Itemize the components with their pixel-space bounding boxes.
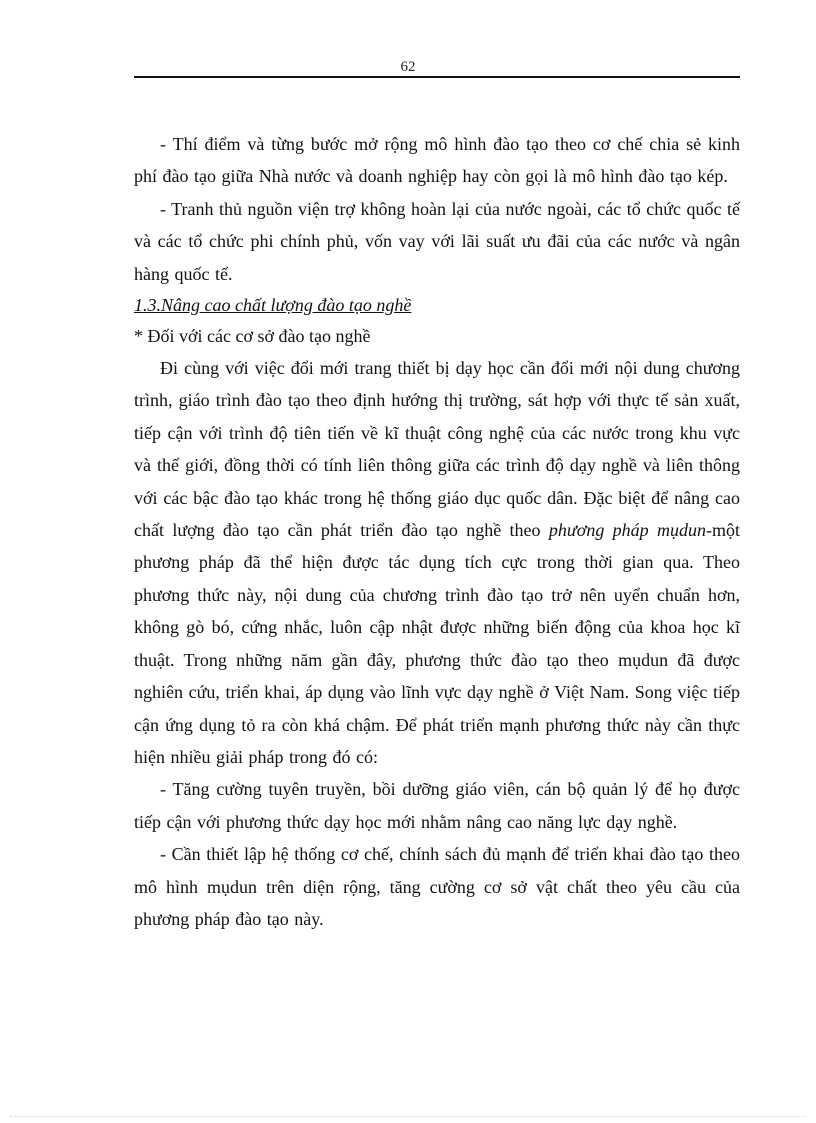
section-heading: 1.3.Nâng cao chất lượng đào tạo nghề	[134, 295, 412, 316]
paragraph-pilot-dual-training: - Thí điểm và từng bước mở rộng mô hình đào tạo theo cơ chế chia sẻ kinh phí đào tạo giữa Nhà nước và doanh nghiệp hay còn gọi là mô hình đào tạo kép.	[134, 134, 740, 187]
header-rule	[134, 76, 740, 78]
paragraph-policy-mechanism: - Cần thiết lập hệ thống cơ chế, chính sách đủ mạnh để triển khai đào tạo theo mô hình mụdun trên diện rộng, tăng cường cơ sở vật chất theo yêu cầu của phương pháp đào tạo này.	[134, 844, 740, 929]
page-number: 62	[400, 59, 416, 75]
paragraph-text-part: Đi cùng với việc đổi mới trang thiết bị dạy học cần đổi mới nội dung chương trình, giáo trình đào tạo theo định hướng thị trường, sát hợp với thực tế sản xuất, tiếp cận với trình độ tiên tiến về kĩ thuật công nghệ của các nước trong khu vực và thế giới, đồng thời có tính liên thông giữa các trình độ dạy nghề và liên thông với các bậc đào tạo khác trong hệ thống giáo dục quốc dân. Đặc biệt để nâng cao chất lượng đào tạo cần phát triển đào tạo nghề theo	[134, 358, 740, 541]
paragraph-curriculum-innovation	[134, 352, 740, 773]
paragraph-text-part: -một phương pháp đã thể hiện được tác dụng tích cực trong thời gian qua. Theo phương thức này, nội dung của chương trình đào tạo trở nên uyển chuẩn hơn, không gò bó, cứng nhắc, luôn cập nhật được những biến động của khoa học kĩ thuật. Trong những năm gần đây, phương thức đào tạo theo mụdun đã được nghiên cứu, triển khai, áp dụng vào lĩnh vực dạy nghề ở Việt Nam. Song việc tiếp cận ứng dụng tỏ ra còn khá chậm. Để phát triển mạnh phương thức này cần thực hiện nhiều giải pháp trong đó có:	[134, 520, 740, 767]
footer-dotted-line	[10, 1116, 806, 1117]
document-body	[134, 128, 740, 935]
subsection-heading: * Đối với các cơ sở đào tạo nghề	[134, 326, 371, 347]
italic-term-module-method: phương pháp mụdun	[548, 520, 706, 541]
paragraph-foreign-aid: - Tranh thủ nguồn viện trợ không hoàn lại của nước ngoài, các tổ chức quốc tế và các tổ chức phi chính phủ, vốn vay với lãi suất ưu đãi của các nước và ngân hàng quốc tế.	[134, 198, 740, 284]
paragraph-teacher-training: - Tăng cường tuyên truyền, bồi dưỡng giáo viên, cán bộ quản lý để họ được tiếp cận với phương thức dạy học mới nhằm nâng cao năng lực dạy nghề.	[134, 779, 740, 832]
